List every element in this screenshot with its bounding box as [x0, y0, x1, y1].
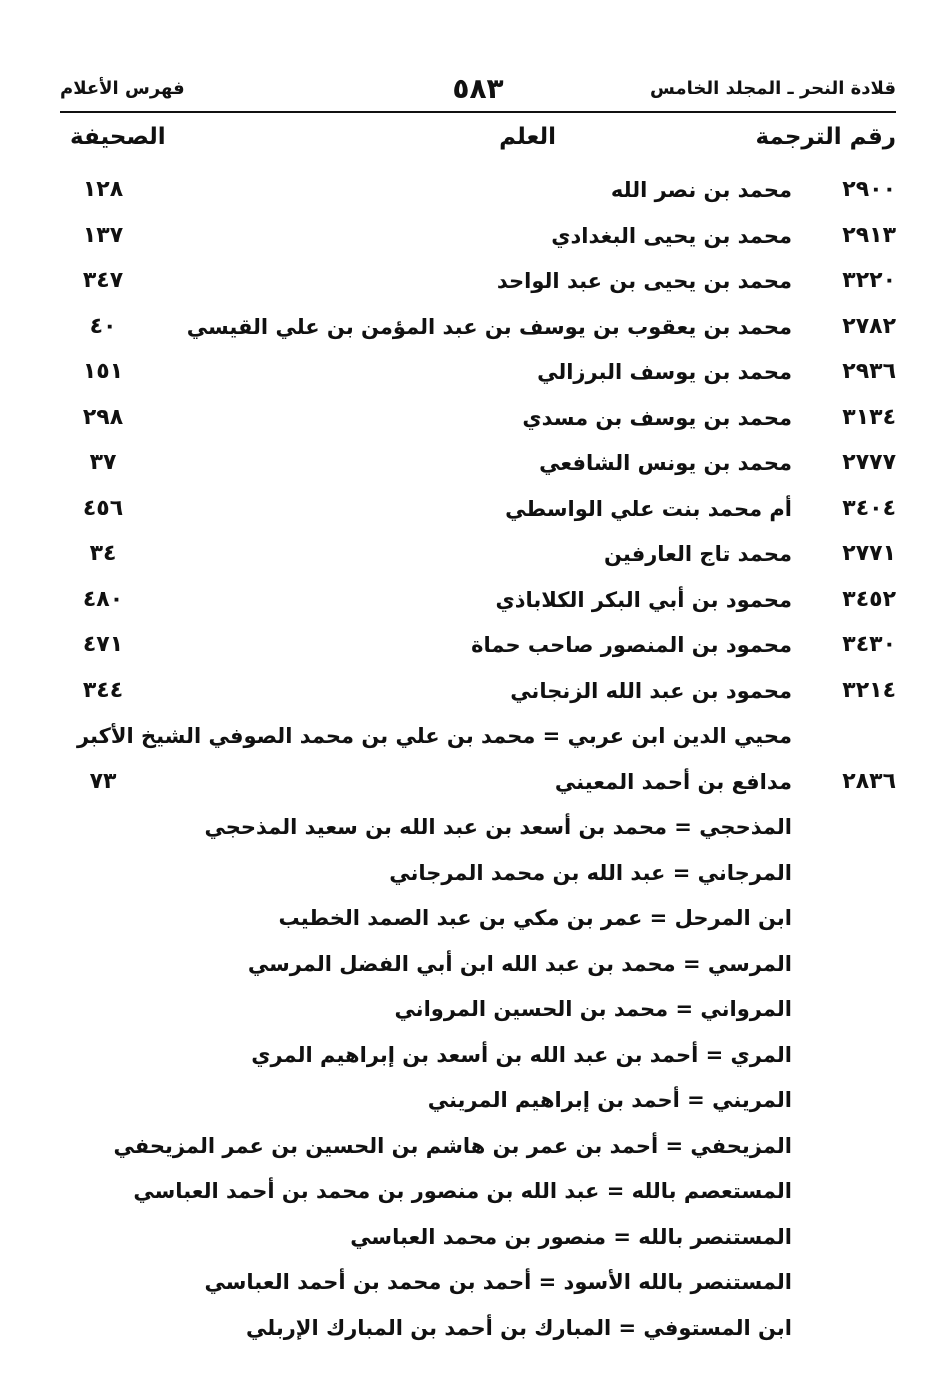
entry-name: ابن المستوفي = المبارك بن أحمد بن المبارك الإربلي [246, 1315, 792, 1340]
entry-number: ٢٩٣٦ [842, 359, 896, 384]
index-row [60, 398, 896, 444]
column-header-page: الصحيفة [70, 124, 166, 150]
index-row [60, 1035, 896, 1081]
entry-name: محمد بن يحيى البغدادي [551, 223, 792, 248]
entry-page: ٧٣ [89, 768, 117, 794]
entry-page: ٣٤ [89, 541, 117, 566]
entry-number: ٣٢١٤ [842, 677, 896, 703]
index-row [60, 989, 896, 1035]
index-row [60, 534, 896, 580]
index-row [60, 170, 896, 216]
entry-name: أم محمد بنت علي الواسطي [505, 496, 792, 521]
entry-name: المستنصر بالله الأسود = أحمد بن محمد بن أحمد العباسي [204, 1270, 792, 1294]
index-row [60, 1080, 896, 1126]
header-rule [60, 111, 896, 113]
page-header [60, 72, 896, 108]
index-row [60, 1262, 896, 1308]
entry-name: المري = أحمد بن عبد الله بن أسعد بن إبراهيم المري [251, 1042, 792, 1067]
index-row [60, 716, 896, 762]
entry-name: المستعصم بالله = عبد الله بن منصور بن محمد بن أحمد العباسي [133, 1179, 792, 1203]
entry-number: ٢٩١٣ [842, 222, 896, 248]
entry-number: ٣٢٢٠ [842, 268, 896, 293]
index-row [60, 898, 896, 944]
entry-name: محمود بن عبد الله الزنجاني [510, 678, 792, 703]
index-row [60, 1171, 896, 1217]
entry-number: ٣٤٥٢ [842, 586, 896, 612]
index-list [60, 170, 896, 1353]
entry-name: محمود بن أبي البكر الكلاباذي [495, 587, 792, 612]
entry-name: محمد بن نصر الله [610, 178, 792, 202]
column-header-name: العلم [499, 124, 556, 150]
entry-name: محمد بن يعقوب بن يوسف بن عبد المؤمن بن علي القيسي [186, 314, 792, 339]
entry-name: ابن المرحل = عمر بن مكي بن عبد الصمد الخطيب [278, 906, 792, 930]
entry-page: ٤٨٠ [82, 586, 124, 612]
index-row [60, 671, 896, 717]
index-row [60, 807, 896, 853]
entry-number: ٢٧٧١ [842, 541, 896, 566]
book-title: قلادة النحر ـ المجلد الخامس [650, 78, 896, 99]
entry-name: المستنصر بالله = منصور بن محمد العباسي [350, 1224, 792, 1249]
entry-name: المذحجي = محمد بن أسعد بن عبد الله بن سعيد المذحجي [204, 815, 792, 839]
entry-page: ٢٩٨ [82, 404, 124, 430]
entry-name: المرواني = محمد بن الحسين المرواني [394, 997, 792, 1021]
index-row [60, 352, 896, 398]
entry-page: ١٥١ [82, 359, 124, 384]
index-row [60, 762, 896, 808]
entry-page: ٣٧ [89, 450, 117, 475]
entry-number: ٢٧٨٢ [842, 313, 896, 339]
entry-number: ٢٧٧٧ [842, 450, 896, 475]
entry-page: ٤٥٦ [82, 495, 124, 521]
index-row [60, 944, 896, 990]
entry-page: ٤٠ [89, 313, 117, 339]
entry-page: ٤٧١ [82, 632, 124, 657]
index-row [60, 1308, 896, 1354]
entry-name: محمد بن يوسف البرزالي [537, 360, 792, 384]
entry-page: ١٢٨ [82, 177, 124, 202]
index-row [60, 443, 896, 489]
index-row [60, 1217, 896, 1263]
entry-number: ٣٤٠٤ [842, 495, 896, 521]
index-row [60, 216, 896, 262]
entry-page: ١٣٧ [82, 222, 124, 248]
entry-number: ٣٤٣٠ [842, 632, 896, 657]
index-row [60, 489, 896, 535]
index-row [60, 625, 896, 671]
page-number: ٥٨٣ [452, 72, 504, 105]
index-row [60, 307, 896, 353]
entry-name: محمد بن يوسف بن مسدي [522, 405, 792, 430]
entry-page: ٣٤٧ [82, 268, 124, 293]
entry-name: المزيحفي = أحمد بن عمر بن هاشم بن الحسين بن عمر المزيحفي [113, 1133, 792, 1158]
entry-number: ٢٨٣٦ [842, 768, 896, 794]
entry-page: ٣٤٤ [82, 677, 124, 703]
index-row [60, 580, 896, 626]
entry-name: المرسي = محمد بن عبد الله ابن أبي الفضل المرسي [247, 951, 792, 976]
entry-name: محيي الدين ابن عربي = محمد بن علي بن محمد الصوفي الشيخ الأكبر [76, 724, 792, 748]
index-title: فهرس الأعلام [60, 78, 185, 99]
column-headers [60, 124, 896, 164]
column-header-number: رقم الترجمة [755, 124, 896, 150]
entry-name: محمد بن يحيى بن عبد الواحد [496, 269, 792, 293]
index-row [60, 853, 896, 899]
entry-name: محمد بن يونس الشافعي [539, 451, 792, 475]
index-row [60, 261, 896, 307]
entry-name: محمود بن المنصور صاحب حماة [471, 633, 792, 657]
entry-name: المريني = أحمد بن إبراهيم المريني [427, 1088, 792, 1112]
entry-name: المرجاني = عبد الله بن محمد المرجاني [389, 860, 792, 885]
index-row [60, 1126, 896, 1172]
entry-number: ٣١٣٤ [842, 404, 896, 430]
entry-number: ٢٩٠٠ [842, 177, 896, 202]
entry-name: مدافع بن أحمد المعيني [554, 769, 792, 794]
entry-name: محمد تاج العارفين [603, 542, 792, 566]
